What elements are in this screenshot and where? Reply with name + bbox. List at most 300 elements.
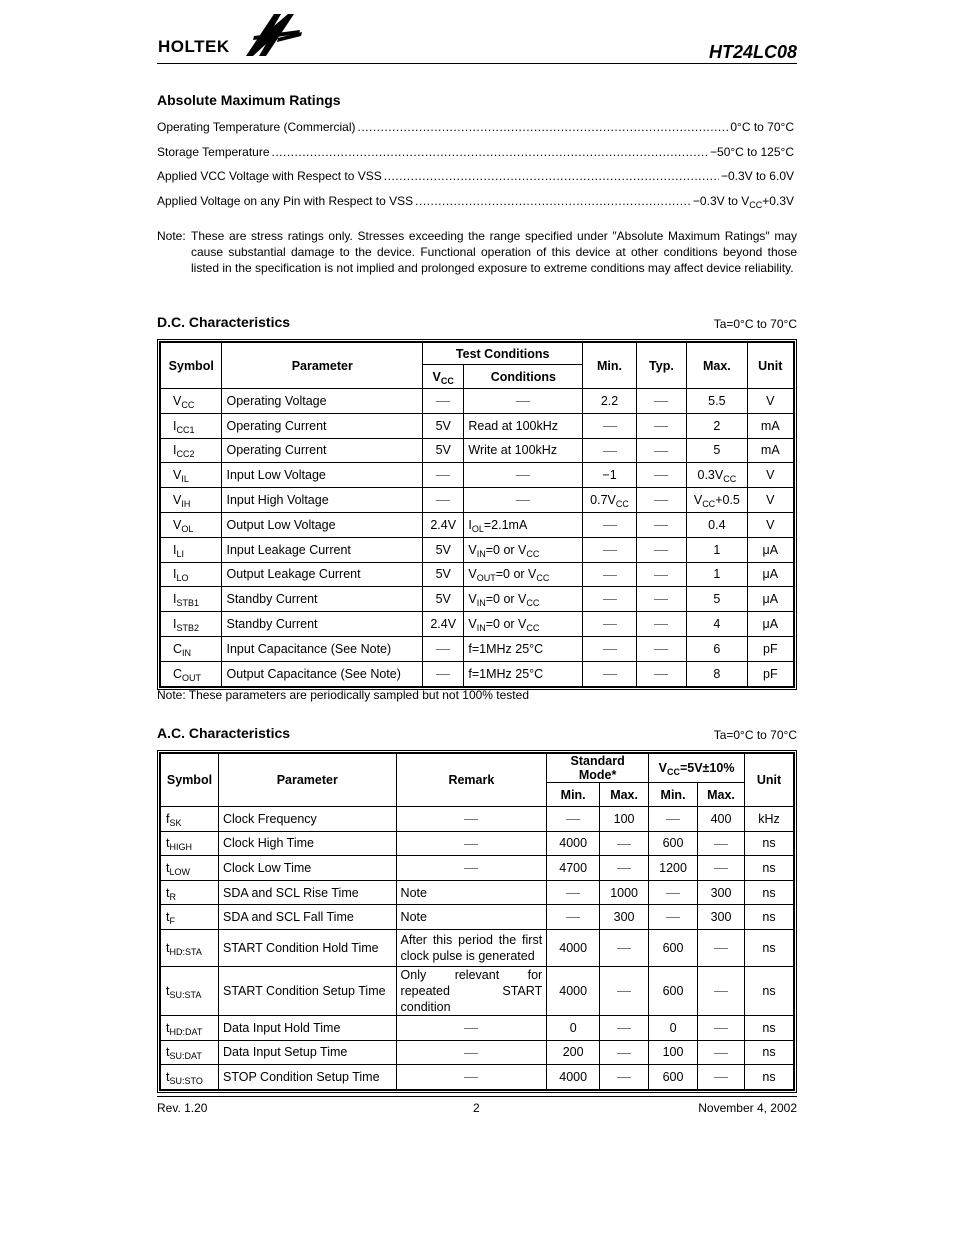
smin-cell: 0	[547, 1015, 600, 1040]
smax-cell	[600, 1065, 649, 1090]
header-divider	[157, 63, 797, 64]
table-row	[161, 389, 794, 414]
col-header-typ: Typ.	[636, 343, 686, 389]
smin-cell: 4000	[547, 1065, 600, 1090]
parameter-cell: Output Capacitance (See Note)	[222, 661, 423, 686]
conditions-cell: $I_{OL}=2.1mA$	[464, 512, 583, 537]
max-cell: 8	[687, 661, 747, 686]
smin-cell	[547, 807, 600, 832]
dc-table-frame	[157, 339, 797, 690]
table-row	[161, 587, 794, 612]
smax-cell: 1000	[600, 880, 649, 905]
parameter-cell: Input Leakage Current	[222, 537, 423, 562]
vcc-cell: 5V	[423, 413, 464, 438]
symbol-cell: $I_{STB2}$	[161, 612, 222, 637]
table-row	[161, 966, 794, 1015]
col-header-max: Max.	[600, 783, 649, 807]
not-applicable-dash	[436, 674, 450, 675]
not-applicable-dash	[617, 1028, 631, 1029]
rating-value: −0.3V to 6.0V	[720, 169, 794, 183]
vmin-cell: 600	[649, 929, 698, 966]
min-cell: 2.2	[583, 389, 636, 414]
unit-cell: ns	[745, 929, 794, 966]
conditions-cell: $V_{IN}=0$ or $V_{CC}$	[464, 537, 583, 562]
dc-table	[160, 342, 794, 687]
brand-name: HOLTEK	[158, 37, 230, 56]
symbol-cell: $t_{SU:STO}$	[161, 1065, 219, 1090]
table-row	[161, 1015, 794, 1040]
not-applicable-dash	[714, 1028, 728, 1029]
not-applicable-dash	[666, 893, 680, 894]
col-header-test-conditions: Test Conditions	[423, 343, 583, 365]
not-applicable-dash	[617, 991, 631, 992]
typ-cell	[636, 587, 686, 612]
max-cell: $V_{CC}+0.5$	[687, 488, 747, 513]
smin-cell	[547, 905, 600, 930]
vcc-cell	[423, 488, 464, 513]
table-row	[161, 636, 794, 661]
vmax-cell	[698, 1040, 745, 1065]
ac-table	[160, 753, 794, 1090]
remark-cell: Only relevant for repeated START condition	[396, 966, 547, 1015]
table-row	[161, 537, 794, 562]
not-applicable-dash	[617, 1077, 631, 1078]
parameter-cell: Operating Current	[222, 413, 423, 438]
not-applicable-dash	[666, 819, 680, 820]
vmin-cell	[649, 905, 698, 930]
symbol-cell: $t_F$	[161, 905, 219, 930]
remark-cell: Note	[396, 880, 547, 905]
not-applicable-dash	[603, 426, 617, 427]
conditions-cell: $V_{IN}=0$ or $V_{CC}$	[464, 587, 583, 612]
table-row	[161, 807, 794, 832]
vmax-cell	[698, 929, 745, 966]
smin-cell	[547, 880, 600, 905]
conditions-cell: f=1MHz 25°C	[464, 636, 583, 661]
smax-cell: 300	[600, 905, 649, 930]
symbol-cell: $V_{OL}$	[161, 512, 222, 537]
conditions-cell: f=1MHz 25°C	[464, 661, 583, 686]
rating-row	[157, 120, 794, 134]
not-applicable-dash	[603, 674, 617, 675]
symbol-cell: $I_{CC1}$	[161, 413, 222, 438]
parameter-cell: Operating Current	[222, 438, 423, 463]
vmax-cell	[698, 856, 745, 881]
unit-cell: μA	[747, 587, 793, 612]
rating-row	[157, 194, 794, 208]
unit-cell: mA	[747, 438, 793, 463]
not-applicable-dash	[436, 475, 450, 476]
unit-cell: V	[747, 389, 793, 414]
vmax-cell	[698, 1015, 745, 1040]
not-applicable-dash	[654, 550, 668, 551]
remark-cell: Note	[396, 905, 547, 930]
smax-cell	[600, 1040, 649, 1065]
not-applicable-dash	[617, 868, 631, 869]
unit-cell: V	[747, 463, 793, 488]
unit-cell: μA	[747, 562, 793, 587]
table-row	[161, 661, 794, 686]
smin-cell: 4000	[547, 966, 600, 1015]
not-applicable-dash	[714, 1077, 728, 1078]
dc-ambient-condition: Ta=0°C to 70°C	[713, 317, 797, 331]
unit-cell: ns	[745, 1040, 794, 1065]
not-applicable-dash	[516, 401, 530, 402]
symbol-cell: $t_{HIGH}$	[161, 831, 219, 856]
unit-cell: pF	[747, 636, 793, 661]
table-row	[161, 562, 794, 587]
leader-dots	[384, 169, 719, 183]
vmin-cell: 600	[649, 966, 698, 1015]
col-header-min: Min.	[547, 783, 600, 807]
rating-value: −0.3V to $V_{CC}+0.3V$	[692, 194, 794, 210]
unit-cell: ns	[745, 905, 794, 930]
typ-cell	[636, 636, 686, 661]
typ-cell	[636, 389, 686, 414]
symbol-cell: $C_{OUT}$	[161, 661, 222, 686]
parameter-cell: Standby Current	[222, 612, 423, 637]
remark-cell	[396, 1065, 547, 1090]
vmax-cell: 400	[698, 807, 745, 832]
not-applicable-dash	[654, 401, 668, 402]
table-row	[161, 880, 794, 905]
not-applicable-dash	[654, 624, 668, 625]
vmin-cell: 100	[649, 1040, 698, 1065]
unit-cell: ns	[745, 1065, 794, 1090]
typ-cell	[636, 612, 686, 637]
col-header-parameter: Parameter	[222, 343, 423, 389]
smin-cell: 4000	[547, 929, 600, 966]
vcc-cell	[423, 661, 464, 686]
remark-cell	[396, 807, 547, 832]
not-applicable-dash	[714, 844, 728, 845]
col-header-symbol: Symbol	[161, 754, 219, 807]
document-title: HT24LC08	[708, 42, 797, 62]
parameter-cell: SDA and SCL Fall Time	[218, 905, 396, 930]
min-cell	[583, 413, 636, 438]
typ-cell	[636, 661, 686, 686]
parameter-cell: SDA and SCL Rise Time	[218, 880, 396, 905]
symbol-cell: $t_{HD:STA}$	[161, 929, 219, 966]
typ-cell	[636, 562, 686, 587]
col-header-vcc: $V_{CC}$	[423, 365, 464, 389]
col-header-symbol: Symbol	[161, 343, 222, 389]
col-header-standard-mode: Standard Mode*	[547, 754, 649, 783]
ac-title: A.C. Characteristics	[157, 725, 291, 741]
unit-cell: ns	[745, 856, 794, 881]
not-applicable-dash	[654, 475, 668, 476]
holtek-logo-icon	[244, 12, 302, 63]
ac-ambient-condition: Ta=0°C to 70°C	[713, 728, 797, 742]
table-row	[161, 413, 794, 438]
rating-row	[157, 145, 794, 159]
symbol-cell: $t_R$	[161, 880, 219, 905]
vcc-cell: 2.4V	[423, 512, 464, 537]
vcc-cell: 5V	[423, 562, 464, 587]
smax-cell	[600, 1015, 649, 1040]
table-row	[161, 929, 794, 966]
unit-cell: V	[747, 512, 793, 537]
min-cell	[583, 512, 636, 537]
smax-cell	[600, 929, 649, 966]
vmin-cell: 600	[649, 1065, 698, 1090]
smax-cell	[600, 966, 649, 1015]
smax-cell: 100	[600, 807, 649, 832]
min-cell: −1	[583, 463, 636, 488]
rating-label: Storage Temperature	[157, 145, 270, 159]
max-cell: 0.4	[687, 512, 747, 537]
symbol-cell: $I_{LO}$	[161, 562, 222, 587]
remark-cell: After this period the first clock pulse is generated	[396, 929, 547, 966]
col-header-unit: Unit	[745, 754, 794, 807]
rating-row	[157, 169, 794, 183]
not-applicable-dash	[666, 917, 680, 918]
unit-cell: pF	[747, 661, 793, 686]
parameter-cell: Output Leakage Current	[222, 562, 423, 587]
col-header-unit: Unit	[747, 343, 793, 389]
min-cell	[583, 661, 636, 686]
vmin-cell: 600	[649, 831, 698, 856]
parameter-cell: Input Capacitance (See Note)	[222, 636, 423, 661]
table-row	[161, 612, 794, 637]
not-applicable-dash	[714, 1053, 728, 1054]
max-cell: 1	[687, 537, 747, 562]
rating-value: 0°C to 70°C	[730, 120, 794, 134]
release-date: November 4, 2002	[698, 1101, 797, 1115]
typ-cell	[636, 413, 686, 438]
symbol-cell: $I_{LI}$	[161, 537, 222, 562]
symbol-cell: $t_{HD:DAT}$	[161, 1015, 219, 1040]
col-header-max: Max.	[687, 343, 747, 389]
vcc-cell: 5V	[423, 438, 464, 463]
parameter-cell: Data Input Hold Time	[218, 1015, 396, 1040]
max-cell: 6	[687, 636, 747, 661]
not-applicable-dash	[566, 917, 580, 918]
max-cell: 5	[687, 438, 747, 463]
col-header-vcc-5v: $V_{CC}=5V\pm 10\%$	[649, 754, 745, 783]
table-row	[161, 831, 794, 856]
not-applicable-dash	[464, 1028, 478, 1029]
not-applicable-dash	[654, 426, 668, 427]
not-applicable-dash	[566, 893, 580, 894]
max-cell: 4	[687, 612, 747, 637]
col-header-min: Min.	[649, 783, 698, 807]
not-applicable-dash	[714, 948, 728, 949]
symbol-cell: $V_{IH}$	[161, 488, 222, 513]
min-cell	[583, 612, 636, 637]
parameter-cell: START Condition Hold Time	[218, 929, 396, 966]
parameter-cell: Clock Frequency	[218, 807, 396, 832]
note-text: These are stress ratings only. Stresses exceeding the range specified under ″Absolute Maximum Ratings″ may cause substantial damage to the device. Functional operation of this device at other conditions beyond those listed in the specification is not implied and prolonged exposure to extreme conditions may affect device reliability.	[191, 229, 797, 275]
symbol-cell: $V_{CC}$	[161, 389, 222, 414]
parameter-cell: Input High Voltage	[222, 488, 423, 513]
parameter-cell: START Condition Setup Time	[218, 966, 396, 1015]
symbol-cell: $t_{SU:STA}$	[161, 966, 219, 1015]
max-cell: $0.3V_{CC}$	[687, 463, 747, 488]
footer-divider	[157, 1096, 797, 1097]
max-cell: 1	[687, 562, 747, 587]
remark-cell	[396, 1015, 547, 1040]
remark-cell	[396, 856, 547, 881]
vmin-cell	[649, 880, 698, 905]
revision: Rev. 1.20	[157, 1101, 208, 1115]
rating-label: Applied VCC Voltage with Respect to VSS	[157, 169, 382, 183]
typ-cell	[636, 488, 686, 513]
parameter-cell: Input Low Voltage	[222, 463, 423, 488]
not-applicable-dash	[714, 868, 728, 869]
parameter-cell: Operating Voltage	[222, 389, 423, 414]
parameter-cell: Clock Low Time	[218, 856, 396, 881]
dc-footnote: Note: These parameters are periodically sampled but not 100% tested	[157, 688, 529, 702]
ac-table-frame	[157, 750, 797, 1093]
not-applicable-dash	[464, 819, 478, 820]
table-row	[161, 512, 794, 537]
typ-cell	[636, 537, 686, 562]
table-row	[161, 438, 794, 463]
abs-max-title: Absolute Maximum Ratings	[157, 92, 341, 108]
not-applicable-dash	[654, 599, 668, 600]
vcc-cell: 5V	[423, 587, 464, 612]
parameter-cell: Clock High Time	[218, 831, 396, 856]
not-applicable-dash	[654, 649, 668, 650]
not-applicable-dash	[603, 451, 617, 452]
smax-cell	[600, 856, 649, 881]
max-cell: 2	[687, 413, 747, 438]
not-applicable-dash	[603, 575, 617, 576]
unit-cell: kHz	[745, 807, 794, 832]
max-cell: 5	[687, 587, 747, 612]
conditions-cell: Read at 100kHz	[464, 413, 583, 438]
vmax-cell	[698, 831, 745, 856]
smin-cell: 200	[547, 1040, 600, 1065]
not-applicable-dash	[464, 844, 478, 845]
symbol-cell: $C_{IN}$	[161, 636, 222, 661]
conditions-cell: $V_{OUT}=0$ or $V_{CC}$	[464, 562, 583, 587]
parameter-cell: Output Low Voltage	[222, 512, 423, 537]
vmin-cell: 1200	[649, 856, 698, 881]
note-label: Note:	[157, 229, 186, 243]
not-applicable-dash	[436, 649, 450, 650]
conditions-cell	[464, 463, 583, 488]
symbol-cell: $t_{LOW}$	[161, 856, 219, 881]
parameter-cell: STOP Condition Setup Time	[218, 1065, 396, 1090]
not-applicable-dash	[516, 475, 530, 476]
leader-dots	[358, 120, 729, 134]
col-header-min: Min.	[583, 343, 636, 389]
not-applicable-dash	[617, 844, 631, 845]
unit-cell: ns	[745, 966, 794, 1015]
parameter-cell: Data Input Setup Time	[218, 1040, 396, 1065]
remark-cell	[396, 1040, 547, 1065]
dc-title: D.C. Characteristics	[157, 314, 291, 330]
not-applicable-dash	[654, 674, 668, 675]
vcc-cell	[423, 463, 464, 488]
stress-note	[157, 228, 797, 276]
smax-cell	[600, 831, 649, 856]
conditions-cell	[464, 488, 583, 513]
typ-cell	[636, 438, 686, 463]
remark-cell	[396, 831, 547, 856]
min-cell: $0.7V_{CC}$	[583, 488, 636, 513]
not-applicable-dash	[464, 1053, 478, 1054]
vcc-cell	[423, 389, 464, 414]
leader-dots	[272, 145, 709, 159]
col-header-max: Max.	[698, 783, 745, 807]
not-applicable-dash	[603, 599, 617, 600]
symbol-cell: $V_{IL}$	[161, 463, 222, 488]
vcc-cell: 5V	[423, 537, 464, 562]
col-header-parameter: Parameter	[218, 754, 396, 807]
unit-cell: μA	[747, 537, 793, 562]
table-row	[161, 463, 794, 488]
symbol-cell: $t_{SU:DAT}$	[161, 1040, 219, 1065]
unit-cell: ns	[745, 831, 794, 856]
table-row	[161, 488, 794, 513]
not-applicable-dash	[654, 451, 668, 452]
unit-cell: μA	[747, 612, 793, 637]
rating-value: −50°C to 125°C	[710, 145, 794, 159]
not-applicable-dash	[516, 500, 530, 501]
col-header-remark: Remark	[396, 754, 547, 807]
conditions-cell: Write at 100kHz	[464, 438, 583, 463]
conditions-cell: $V_{IN}=0$ or $V_{CC}$	[464, 612, 583, 637]
unit-cell: ns	[745, 880, 794, 905]
not-applicable-dash	[603, 550, 617, 551]
vmax-cell: 300	[698, 905, 745, 930]
vmax-cell	[698, 966, 745, 1015]
not-applicable-dash	[603, 525, 617, 526]
rating-label: Operating Temperature (Commercial)	[157, 120, 356, 134]
unit-cell: V	[747, 488, 793, 513]
not-applicable-dash	[603, 649, 617, 650]
rating-label: Applied Voltage on any Pin with Respect to VSS	[157, 194, 414, 208]
conditions-cell	[464, 389, 583, 414]
not-applicable-dash	[603, 624, 617, 625]
typ-cell	[636, 512, 686, 537]
table-row	[161, 1065, 794, 1090]
vcc-cell: 2.4V	[423, 612, 464, 637]
not-applicable-dash	[436, 401, 450, 402]
symbol-cell: $I_{CC2}$	[161, 438, 222, 463]
min-cell	[583, 636, 636, 661]
vcc-cell	[423, 636, 464, 661]
not-applicable-dash	[714, 991, 728, 992]
max-cell: 5.5	[687, 389, 747, 414]
not-applicable-dash	[436, 500, 450, 501]
symbol-cell: $f_{SK}$	[161, 807, 219, 832]
page-number: 2	[473, 1101, 480, 1115]
vmin-cell	[649, 807, 698, 832]
leader-dots	[415, 194, 691, 208]
unit-cell: mA	[747, 413, 793, 438]
typ-cell	[636, 463, 686, 488]
not-applicable-dash	[464, 1077, 478, 1078]
not-applicable-dash	[464, 868, 478, 869]
unit-cell: ns	[745, 1015, 794, 1040]
not-applicable-dash	[617, 1053, 631, 1054]
vmin-cell: 0	[649, 1015, 698, 1040]
symbol-cell: $I_{STB1}$	[161, 587, 222, 612]
not-applicable-dash	[617, 948, 631, 949]
smin-cell: 4000	[547, 831, 600, 856]
table-row	[161, 856, 794, 881]
not-applicable-dash	[566, 819, 580, 820]
parameter-cell: Standby Current	[222, 587, 423, 612]
not-applicable-dash	[654, 525, 668, 526]
min-cell	[583, 537, 636, 562]
table-row	[161, 1040, 794, 1065]
min-cell	[583, 438, 636, 463]
